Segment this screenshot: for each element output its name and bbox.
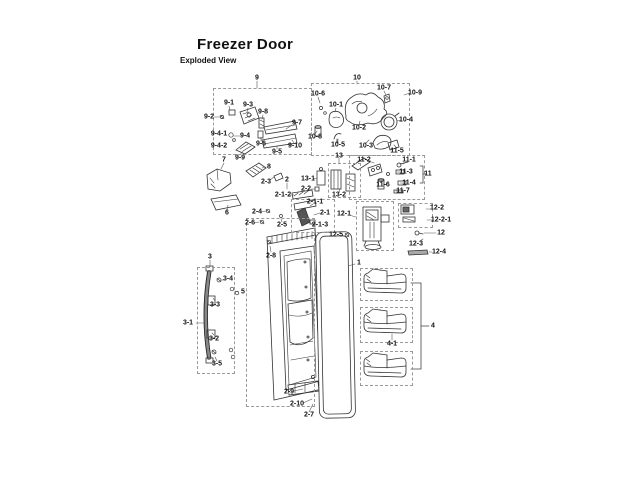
part-label-6: 6 (225, 209, 229, 217)
group-box-4-top (360, 268, 413, 301)
part-label-2-4: 2-4 (251, 208, 263, 216)
part-label-10: 10 (353, 74, 361, 82)
part-label-9-5: 9-5 (271, 148, 283, 156)
group-box-2 (246, 218, 315, 407)
part-label-13-1: 13-1 (300, 175, 316, 183)
part-label-10-9: 10-9 (407, 89, 423, 97)
part-label-2-9: 2-9 (283, 388, 295, 396)
part-label-9-8: 9-8 (257, 108, 269, 116)
part-label-11-6: 11-6 (376, 181, 390, 189)
part-label-2: 2 (285, 176, 289, 184)
part-label-9-4-1: 9-4-1 (210, 130, 228, 138)
part-label-11-5: 11-5 (390, 147, 404, 155)
part-label-2-8: 2-8 (265, 252, 277, 260)
part-label-2-2: 2-2 (300, 185, 312, 193)
group-box-3 (197, 267, 235, 374)
part-label-12-4: 12-4 (431, 248, 447, 256)
part-label-9-4: 9-4 (239, 132, 251, 140)
part-label-9-10: 9-10 (287, 142, 303, 150)
part-label-2-1-1: 2-1-1 (306, 198, 324, 206)
part-label-3-2: 3-2 (208, 335, 220, 343)
part-label-9-1: 9-1 (223, 99, 235, 107)
group-box-4-bot (360, 351, 413, 386)
part-label-10-8: 10-8 (307, 133, 323, 141)
part-label-10-3: 10-3 (358, 142, 374, 150)
part-label-10-2: 10-2 (351, 124, 367, 132)
part-label-3-1: 3-1 (182, 319, 194, 327)
part-label-4: 4 (431, 322, 435, 330)
part-label-12-1: 12-1 (336, 210, 352, 218)
part-label-2-10: 2-10 (289, 400, 305, 408)
part-label-11-1: 11-1 (402, 156, 416, 164)
part-label-4-1: 4-1 (386, 340, 398, 348)
page-title: Freezer Door (197, 36, 294, 53)
part-sketch-gasket (316, 232, 356, 419)
part-label-5: 5 (241, 288, 245, 296)
part-label-3: 3 (208, 253, 212, 261)
part-label-11: 11 (424, 170, 432, 178)
part-label-10-5: 10-5 (330, 141, 346, 149)
part-label-11-2: 11-2 (357, 156, 371, 164)
part-label-2-1-2: 2-1-2 (274, 191, 292, 199)
part-label-12-2-1: 12-2-1 (430, 216, 452, 224)
part-label-3-4: 3-4 (222, 275, 234, 283)
part-label-12-2: 12-2 (429, 204, 445, 212)
part-label-9-3: 9-3 (242, 101, 254, 109)
part-label-2-5: 2-5 (276, 221, 288, 229)
part-label-10-7: 10-7 (376, 84, 392, 92)
part-label-9-6: 9-6 (255, 140, 267, 148)
part-label-13: 13 (335, 152, 343, 160)
part-label-12: 12 (437, 229, 445, 237)
page-subtitle: Exploded View (180, 56, 237, 65)
part-label-10-1: 10-1 (328, 101, 344, 109)
part-label-2-1: 2-1 (319, 209, 331, 217)
part-label-9-7: 9-7 (291, 119, 303, 127)
part-label-2-1-3: 2-1-3 (311, 221, 329, 229)
part-label-13-2: 13-2 (331, 191, 347, 199)
part-label-11-3: 11-3 (399, 168, 413, 176)
part-label-9: 9 (255, 74, 259, 82)
part-label-1: 1 (357, 259, 361, 267)
part-label-12-3: 12-3 (408, 240, 424, 248)
part-label-12-5: 12-5 (328, 231, 344, 239)
part-label-3-5: 3-5 (211, 360, 223, 368)
part-label-7: 7 (222, 156, 226, 164)
part-label-2-7: 2-7 (303, 411, 315, 419)
part-label-10-4: 10-4 (398, 116, 414, 124)
part-label-3-3: 3-3 (209, 301, 221, 309)
part-label-11-4: 11-4 (402, 179, 416, 187)
part-label-9-9: 9-9 (234, 154, 246, 162)
part-label-8: 8 (267, 163, 271, 171)
part-label-2-6: 2-6 (244, 219, 256, 227)
part-label-10-6: 10-6 (310, 90, 326, 98)
part-label-9-2: 9-2 (203, 113, 215, 121)
group-box-12 (398, 203, 433, 228)
part-label-11-7: 11-7 (396, 187, 410, 195)
part-label-2-3: 2-3 (260, 178, 272, 186)
group-box-4-mid (360, 307, 413, 343)
group-box-12-1 (356, 201, 394, 251)
part-label-9-4-2: 9-4-2 (210, 142, 228, 150)
